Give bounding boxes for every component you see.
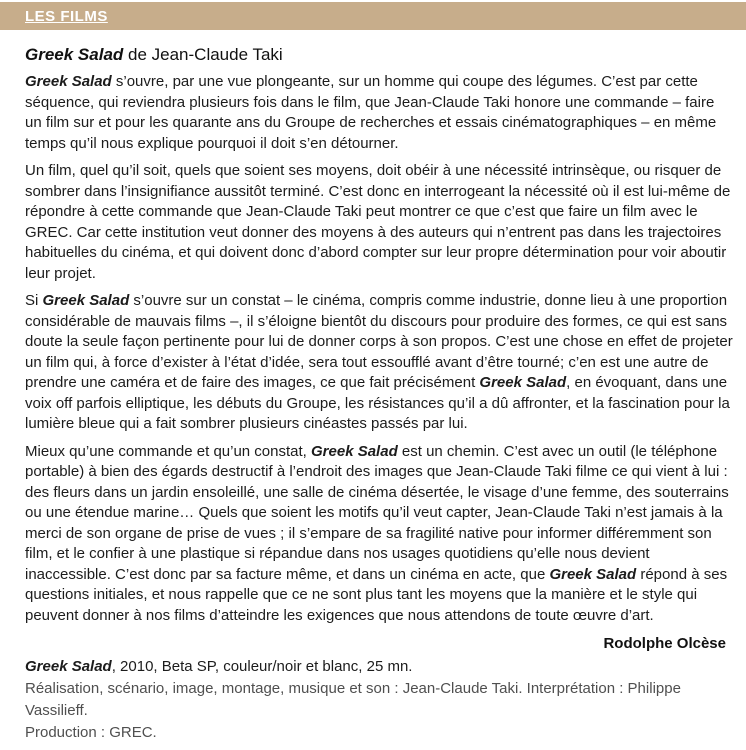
article-title-rest: de Jean-Claude Taki — [123, 45, 283, 64]
credit-line-crew: Réalisation, scénario, image, montage, musique et son : Jean-Claude Taki. Interprétation : Philippe Vassilieff. — [25, 680, 681, 719]
film-title-emphasis: Greek Salad — [25, 73, 112, 90]
paragraph-text: , en évoquant, dans une voix off parfois elliptique, les débuts du Groupe, les résistances qu’il a dû affronter, et la fascination pour la lumière bleue qui a fait sombrer plusieurs cinéastes passés par lui. — [25, 374, 730, 432]
author-byline: Rodolphe Olcèse — [603, 635, 726, 652]
credit-line-production: Production : GREC. — [25, 724, 157, 741]
paragraph-1 — [25, 72, 733, 154]
paragraph-text: s’ouvre sur un constat – le cinéma, compris comme industrie, donne lieu à une proportion considérable de mauvais films –, il s’éloigne bientôt du discours pour produire des formes, ce qui est sans doute la seule façon pertinente pour lui de donner corps à son propos. C’est une chose en effet de projeter un film qui, à force d’exister à l’état d’idée, sera tout essoufflé avant d’être tourné; c’en est une autre de prendre une caméra et de faire des images, ce que fait précisément — [25, 292, 733, 391]
paragraph-text: répond à ses questions initiales, et nous rappelle que ce ne sont plus tant les moyens que la manière et le style qui peuvent donner à nos films d’atteindre les exigences que nous attendons de toute œuvre d’art. — [25, 565, 728, 624]
film-title-emphasis: Greek Salad — [311, 442, 398, 460]
paragraph-text: s’ouvre, par une vue plongeante, sur un homme qui coupe des légumes. C’est par cette séquence, qui reviendra plusieurs fois dans le film, que Jean-Claude Taki honore une commande – faire un film sur et pour les quarante ans du Groupe de recherches et essais cinématographiques – en même temps qu’il nous explique pourquoi il doit s’en détourner. — [25, 73, 717, 152]
paragraph-text: Si — [25, 292, 43, 309]
film-title-emphasis: Greek Salad — [479, 374, 567, 391]
film-title-emphasis: Greek Salad — [42, 292, 130, 309]
paragraph-text: est un chemin. C’est avec un outil (le téléphone portable) à bien des égards destructif à l’endroit des images que Jean-Claude Taki filme ce qui vient à lui : des fleurs dans un jardin ensoleillé, une salle de cinéma désertée, le visage d’une femme, des souterrains ou une étendue marine… Quels que soient les motifs qu’il veut capter, Jean-Claude Taki n’est jamais à la merci de son organe de prise de vues ; il s’empare de sa fragilité native pour informer différemment son film, et le confier à une plastique si répandue dans nos usages quotidiens qu’elle nous devient inaccessible. C’est donc par sa facture même, et dans un cinéma en acte, que — [25, 442, 729, 583]
paragraph-4 — [25, 442, 733, 627]
paragraph-text: Mieux qu’une commande et qu’un constat, — [25, 442, 312, 460]
section-title-link[interactable]: LES FILMS — [25, 7, 108, 25]
article-page — [0, 2, 746, 750]
film-credits — [25, 656, 733, 744]
film-title-emphasis: Greek Salad — [549, 565, 637, 583]
section-header-bar — [0, 2, 746, 30]
film-title-emphasis: Greek Salad — [25, 658, 112, 675]
article-content — [0, 30, 746, 750]
credit-line-film-info — [25, 656, 733, 678]
paragraph-text: Un film, quel qu’il soit, quels que soient ses moyens, doit obéir à une nécessité intrinsèque, ou risquer de sombrer dans l’insignifiance aussitôt terminé. C’est donc en interrogeant la nécessité où il est lui-même de répondre à cette commande que Jean-Claude Taki peut montrer ce que c’est que faire un film avec le GREC. Car cette institution veut donner des moyens à des auteurs qui n’entrent pas dans les trajectoires habituelles du cinéma, et qui doivent donc d’abord compter sur leur propre détermination pour voir aboutir leur projet. — [25, 162, 731, 282]
paragraph-2 — [25, 161, 733, 284]
film-title-emphasis: Greek Salad — [25, 45, 124, 64]
article-title — [25, 45, 733, 65]
paragraph-3 — [25, 291, 733, 435]
credit-details: , 2010, Beta SP, couleur/noir et blanc, 25 mn. — [111, 658, 413, 675]
